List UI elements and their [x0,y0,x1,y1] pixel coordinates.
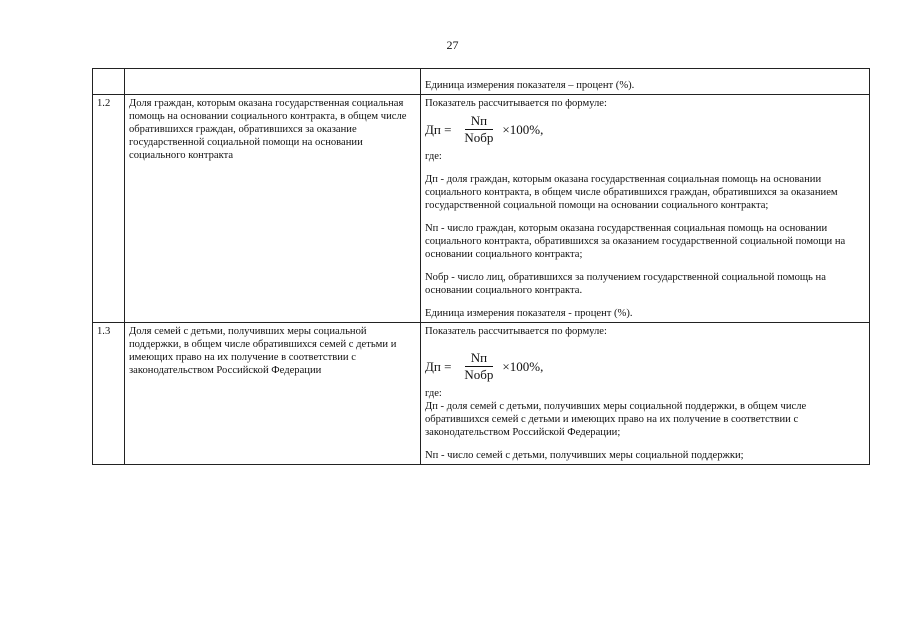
formula-intro: Показатель рассчитывается по формуле: [425,326,607,337]
where-label: где: [425,388,442,399]
formula-denominator: Nобр [464,367,494,382]
formula-fraction [458,350,499,383]
formula-lhs: Дп = [425,359,452,374]
page-number: 27 [446,38,459,52]
formula-fraction [458,113,499,146]
table-row [93,323,870,465]
table-row [93,69,870,95]
formula [425,113,865,146]
definition-dp: Дп - доля граждан, которым оказана государственная социальная помощь на основании социального контракта, в общем числе обратившихся граждан, обратившихся за оказанием государственной социальной помощи на основании социального контракта; [425,174,838,211]
formula [425,350,865,383]
definition-dp: Дп - доля семей с детьми, получивших меры социальной поддержки, в общем числе обратившихся семей с детьми и имеющих право на их получение в соответствии с законодательством Российской Федерации; [425,401,807,438]
formula-tail: ×100%, [502,359,544,374]
row-number-cell: 1.2 [93,95,125,323]
row-number-cell: 1.3 [93,323,125,465]
formula-intro: Показатель рассчитывается по формуле: [425,98,607,109]
indicator-name-cell [125,69,421,95]
formula-tail: ×100%, [502,122,544,137]
indicator-table [92,68,870,465]
unit-text: Единица измерения показателя - процент (%). [425,308,633,319]
definition-np: Nп - число семей с детьми, получивших меры социальной поддержки; [425,450,744,461]
method-cell [421,323,870,465]
method-cell [421,69,870,95]
definition-nobr: Nобр - число лиц, обратившихся за получением государственной социальной помощь на основании социального контракта. [425,272,826,296]
row-number-cell [93,69,125,95]
where-label: где: [425,151,442,162]
indicator-name-cell: Доля граждан, которым оказана государственная социальная помощь на основании социального контракта, в общем числе обратившихся граждан, обратившихся за оказание государственной социальной помощи на основании социального контракта [125,95,421,323]
method-cell [421,95,870,323]
definition-np: Nп - число граждан, которым оказана государственная социальная помощь на основании социального контракта, обратившихся за оказанием государственной социальной помощи на основании социального контракта; [425,223,846,260]
indicator-name-cell: Доля семей с детьми, получивших меры социальной поддержки, в общем числе обратившихся семей с детьми и имеющих право на их получение в соответствии с законодательством Российской Федерации [125,323,421,465]
formula-denominator: Nобр [464,130,494,145]
formula-numerator: Nп [465,113,493,130]
formula-numerator: Nп [465,350,493,367]
table-row [93,95,870,323]
unit-text: Единица измерения показателя – процент (%). [425,80,635,91]
formula-lhs: Дп = [425,122,452,137]
